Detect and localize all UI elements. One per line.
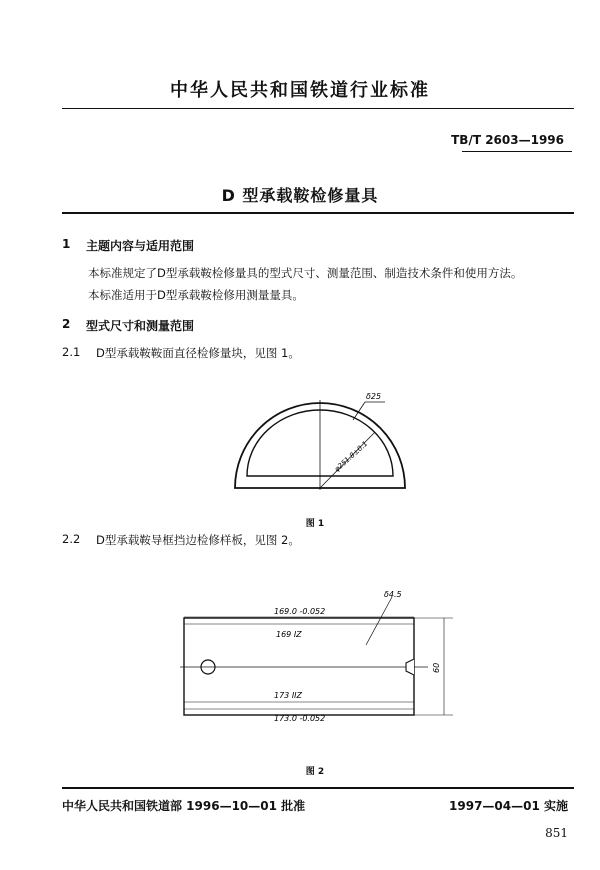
- standard-number: TB/T 2603—1996: [451, 133, 564, 147]
- bottom-outer-dim-label: 173.0 -0.052: [274, 714, 326, 723]
- height-dim-label: 60: [432, 662, 441, 673]
- item-2-2-number: 2.2: [62, 532, 81, 546]
- thickness-leader: [366, 597, 392, 645]
- bottom-inner-dim-label: 173 IIZ: [274, 691, 303, 700]
- approval-date: 中华人民共和国铁道部 1996—10—01 批准: [62, 799, 306, 813]
- gauge-thickness-label: δ25: [366, 392, 382, 401]
- section-2-number: 2: [62, 317, 71, 331]
- figure-1-drawing: [225, 388, 415, 503]
- top-inner-dim-label: 169 IZ: [276, 630, 302, 639]
- thickness-label: δ4.5: [384, 590, 402, 599]
- header-title: 中华人民共和国铁道行业标准: [170, 80, 430, 101]
- figure-2-caption: 图 2: [305, 767, 325, 777]
- section-1-heading: 主题内容与适用范围: [86, 239, 195, 253]
- section-1-paragraph-2: 本标准适用于D型承载鞍检修用测量量具。: [88, 288, 304, 302]
- item-2-1-text: D型承载鞍鞍面直径检修量块，见图 1。: [96, 346, 300, 360]
- section-1-paragraph-1: 本标准规定了D型承载鞍检修量具的型式尺寸、测量范围、制造技术条件和使用方法。: [88, 266, 523, 280]
- std-rule: [462, 151, 572, 152]
- header-rule: [62, 108, 574, 109]
- document-title: D 型承载鞍检修量具: [221, 186, 379, 205]
- figure-2-drawing: [178, 585, 458, 730]
- section-1-number: 1: [62, 237, 71, 251]
- top-outer-dim-label: 169.0 -0.052: [274, 607, 326, 616]
- title-rule: [62, 212, 574, 214]
- plate-notch: [406, 659, 414, 675]
- footer-rule: [62, 787, 574, 789]
- page-number: 851: [545, 826, 568, 840]
- item-2-2-text: D型承载鞍导框挡边检修样板，见图 2。: [96, 533, 300, 547]
- effective-date: 1997—04—01 实施: [449, 799, 568, 813]
- figure-1-caption: 图 1: [305, 519, 325, 529]
- gauge-diameter-label: φ251.8±0.1: [332, 439, 370, 474]
- section-2-heading: 型式尺寸和测量范围: [86, 319, 195, 333]
- item-2-1-number: 2.1: [62, 345, 81, 359]
